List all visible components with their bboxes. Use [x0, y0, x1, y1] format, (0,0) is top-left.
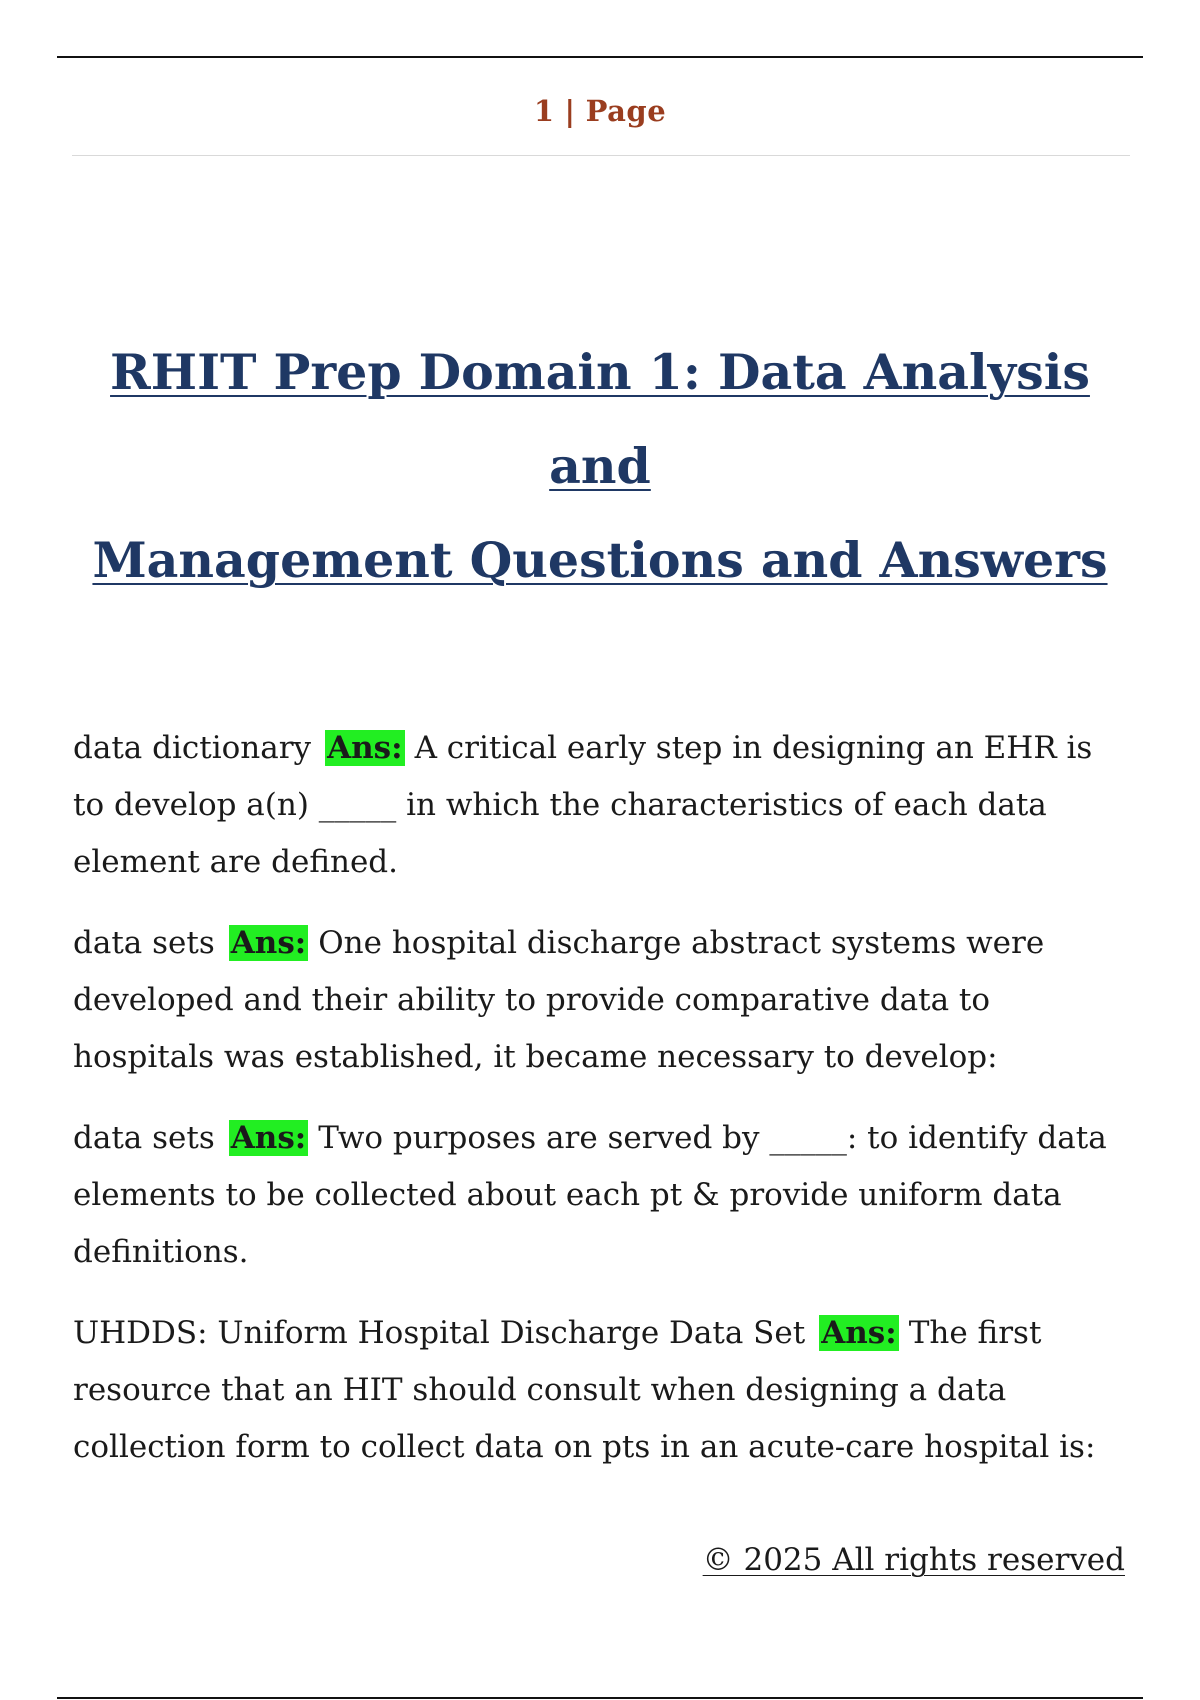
qa-answer-text: A critical early step in designing an EHR is to develop a(n) _____ in which the characteristics of each data element are defined.	[73, 730, 1093, 880]
page-header	[0, 94, 1200, 128]
title-line-2: Management Questions and Answers	[92, 531, 1108, 589]
qa-list	[73, 720, 1133, 1500]
ans-badge: Ans:	[230, 1120, 307, 1156]
qa-answer-text: Two purposes are served by _____: to identify data elements to be collected about each pt & provide uniform data definitions.	[73, 1120, 1107, 1270]
page-separator: |	[564, 94, 576, 128]
qa-item	[73, 1305, 1133, 1476]
top-rule	[57, 56, 1143, 58]
ans-badge: Ans:	[821, 1315, 897, 1351]
header-divider	[72, 155, 1130, 156]
title-line-1: RHIT Prep Domain 1: Data Analysis and	[110, 343, 1090, 495]
qa-item	[73, 720, 1133, 891]
copyright-notice: © 2025 All rights reserved	[702, 1542, 1125, 1578]
ans-badge: Ans:	[327, 730, 403, 766]
page-label: Page	[585, 94, 667, 128]
ans-badge: Ans:	[230, 925, 307, 961]
qa-term: data sets	[73, 1120, 215, 1156]
bottom-rule	[57, 1697, 1143, 1699]
page-number: 1	[533, 94, 555, 128]
qa-item	[73, 915, 1133, 1086]
qa-term: data sets	[73, 925, 215, 961]
qa-term: UHDDS: Uniform Hospital Discharge Data Set	[73, 1315, 806, 1351]
qa-term: data dictionary	[73, 730, 312, 766]
qa-answer-text: One hospital discharge abstract systems were developed and their ability to provide comparative data to hospitals was established, it became necessary to develop:	[73, 925, 1045, 1075]
qa-item	[73, 1110, 1133, 1281]
qa-answer-text: The first resource that an HIT should consult when designing a data collection form to collect data on pts in an acute-care hospital is:	[73, 1315, 1096, 1465]
document-title	[60, 325, 1140, 607]
